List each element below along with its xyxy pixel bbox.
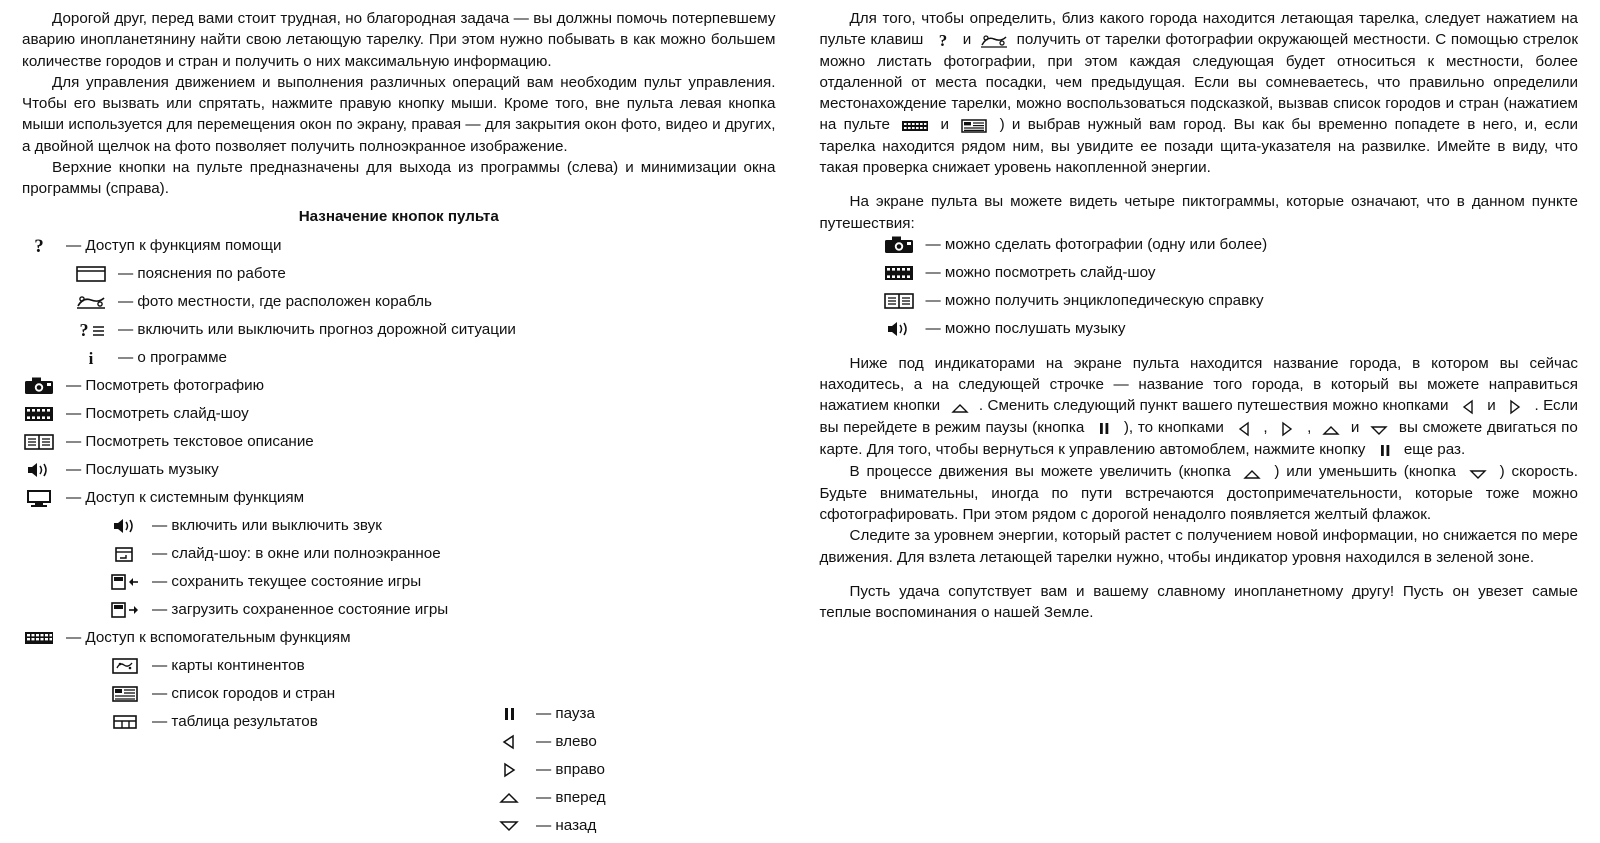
svg-text:i: i — [88, 348, 94, 368]
intro-paragraph-3: Верхние кнопки на пульте предназначены для выхода из программы (слева) и минимизации окна программы (справа). — [22, 158, 776, 198]
list-item — [108, 711, 492, 733]
text-run: ) скорость. Будьте внимательны, иногда по пути встречаются достопримечательности, которые тоже можно сфотографировать. При этом рядом с дорогой ненадолго появляется желтый флажок. — [819, 462, 1578, 523]
filmstrip-icon — [22, 403, 56, 425]
legend-help — [22, 235, 776, 257]
arrow-left-icon — [492, 731, 526, 753]
arrow-left-icon — [1231, 420, 1257, 438]
legend-label: — влево — [536, 732, 597, 750]
window-mode-icon — [108, 543, 142, 565]
legend-label: — Доступ к вспомогательным функциям — [66, 628, 351, 646]
intro-paragraph-2: Для управления движением и выполнения различных операций вам необходим пульт управления. Чтобы его вызвать или спрятать, нажмите правую кнопку мыши. Кроме того, вне пульта левая кнопка мыши используется для перемещения окон по экрану, правая — для закрытия окон фото, видео и других, а двойной щелчок на фото позволяет получить полноэкранное изображение. — [22, 73, 776, 155]
list-item — [22, 375, 776, 397]
legend-label: — сохранить текущее состояние игры — [152, 572, 422, 590]
right-paragraph-6: Пусть удача сопутствует вам и вашему славному инопланетному другу! Пусть он увезет самые теплые воспоминания о нашей Земле. — [819, 582, 1578, 622]
city-list-icon — [958, 117, 990, 135]
list-item — [108, 599, 776, 621]
arrow-left-icon — [1455, 398, 1481, 416]
list-item — [108, 515, 776, 537]
arrow-down-icon — [492, 815, 526, 837]
book-text-icon — [882, 290, 916, 312]
legend-label: — Посмотреть слайд-шоу — [66, 404, 249, 422]
list-item — [22, 459, 776, 481]
legend-label: — назад — [536, 816, 597, 834]
save-state-icon — [108, 571, 142, 593]
arrow-down-icon — [1465, 465, 1491, 483]
pause-icon — [492, 703, 526, 725]
legend-aux-sub — [108, 655, 492, 733]
arrow-right-icon — [1274, 420, 1300, 438]
city-list-icon — [108, 683, 142, 705]
list-item — [74, 319, 776, 341]
legend-label: — Посмотреть фотографию — [66, 376, 264, 394]
legend-aux — [22, 627, 492, 649]
legend-label: — Посмотреть текстовое описание — [66, 432, 314, 450]
speaker-icon — [882, 318, 916, 340]
text-run: ) и выбрав нужный вам город. Вы как бы временно попадете в него, и, если тарелка находится рядом ним, вы увидите ее позади щита-указателя на развилке. Имейте в виду, что такая проверка снижает уровень накопленной энергии. — [819, 116, 1578, 176]
legend-label: — слайд-шоу: в окне или полноэкранное — [152, 544, 441, 562]
filmstrip-icon — [882, 262, 916, 284]
legend-label: — пауза — [536, 704, 595, 722]
keyboard-icon — [22, 627, 56, 649]
arrow-up-icon — [492, 787, 526, 809]
arrow-down-icon — [1366, 421, 1392, 439]
right-paragraph-4 — [820, 461, 1579, 526]
svg-text:?: ? — [938, 31, 948, 50]
info-icon — [74, 347, 108, 369]
text-run: . Сменить следующий пункт вашего путешествия можно кнопками — [978, 397, 1449, 415]
svg-text:?: ? — [34, 235, 44, 256]
text-run: ), то кнопками — [1123, 419, 1224, 437]
text-run: еще раз. — [1403, 441, 1466, 459]
text-run: . Если вы перейдете в режим паузы (кнопка — [819, 397, 1578, 437]
right-column — [820, 8, 1579, 735]
list-item — [882, 262, 1579, 284]
arrow-up-icon — [1318, 421, 1344, 439]
text-run: и — [1350, 419, 1360, 437]
list-item — [108, 683, 492, 705]
legend-label: — можно посмотреть слайд-шоу — [925, 263, 1156, 281]
list-item — [492, 787, 752, 809]
list-item — [882, 234, 1579, 256]
legend-label: — карты континентов — [152, 656, 305, 674]
right-paragraph-2: На экране пульта вы можете видеть четыре пиктограммы, которые означают, что в данном пункте путешествия: — [819, 193, 1578, 232]
speaker-icon — [22, 459, 56, 481]
list-item — [22, 431, 776, 453]
legend-system-sub — [108, 515, 776, 621]
right-paragraph-5: Следите за уровнем энергии, который растет с получением новой информации, но снижается по мере движения. Для взлета летающей тарелки нужно, чтобы индикатор уровня находился в зеленой зоне. — [819, 527, 1578, 566]
map-icon — [108, 655, 142, 677]
text-run: ) или уменьшить (кнопка — [1274, 462, 1456, 480]
load-state-icon — [108, 599, 142, 621]
pause-icon — [1372, 442, 1398, 460]
legend-main — [22, 375, 776, 509]
arrow-right-icon — [1502, 398, 1528, 416]
results-table-icon — [108, 711, 142, 733]
list-item — [108, 571, 776, 593]
list-item — [74, 291, 776, 313]
right-paragraph-3 — [820, 353, 1579, 461]
list-item — [22, 235, 776, 257]
list-item — [492, 731, 752, 753]
legend-controls — [492, 703, 752, 837]
svg-text:?: ? — [79, 319, 89, 340]
camera-icon — [882, 234, 916, 256]
help-question-icon — [22, 235, 56, 257]
text-run: В процессе движения вы можете увеличить (кнопка — [849, 462, 1231, 480]
text-run: и — [1487, 397, 1496, 415]
pause-icon — [1091, 420, 1117, 438]
legend-label: — включить или выключить прогноз дорожной ситуации — [118, 320, 516, 338]
help-question-icon — [930, 31, 956, 49]
list-item — [74, 263, 776, 285]
legend-label: — вправо — [536, 760, 605, 778]
legend-label: — Доступ к системным функциям — [66, 488, 305, 506]
legend-label: — список городов и стран — [152, 684, 336, 702]
list-item — [108, 543, 776, 565]
list-item — [108, 655, 492, 677]
legend-label: — Доступ к функциям помощи — [66, 236, 282, 254]
legend-label: — Послушать музыку — [66, 460, 219, 478]
legend-label: — о программе — [118, 348, 227, 366]
text-run: вы сможете двигаться по карте. Для того, чтобы вернуться к управлению автомоблем, нажмите кнопку — [819, 419, 1578, 459]
text-run: получить от тарелки фотографии окружающей местности. С помощью стрелок можно листать фотографии, при этом каждая следующая будет относиться к местности, более отдаленной от места посадки, чем предыдущая. Если вы сомневаетесь, что правильно определили местонахождение тарелки, можно воспользоваться подсказкой, вызвав список городов и стран (нажатием на пульте — [819, 31, 1578, 134]
left-column — [22, 8, 776, 834]
legend-label: — можно послушать музыку — [925, 319, 1126, 337]
list-item — [882, 290, 1579, 312]
landscape-photo-icon — [74, 291, 108, 313]
list-item — [22, 487, 776, 509]
intro-paragraph-1: Дорогой друг, перед вами стоит трудная, но благородная задача — вы должны помочь потерпевшему аварию инопланетянину найти свою летающую тарелку. При этом нужно побывать в как можно большем количестве городов и стран и получить о них максимальную информацию. — [22, 10, 776, 70]
legend-label: — можно сделать фотографии (одну или более) — [925, 235, 1268, 253]
section-title: Назначение кнопок пульта — [298, 207, 499, 225]
legend-help-sub — [74, 263, 776, 369]
list-item — [22, 627, 492, 649]
text-run: , — [1263, 419, 1268, 437]
legend-label: — вперед — [536, 788, 606, 806]
text-run: Ниже под индикаторами на экране пульта находится название города, в котором вы сейчас находитесь, а на следующей строчке — название того города, в который вы можете направиться нажатием кнопки — [819, 354, 1578, 415]
arrow-right-icon — [492, 759, 526, 781]
list-item — [882, 318, 1579, 340]
monitor-icon — [22, 487, 56, 509]
camera-icon — [22, 375, 56, 397]
right-paragraph-1 — [820, 8, 1579, 178]
legend-label: — пояснения по работе — [118, 264, 286, 282]
list-item — [492, 703, 752, 725]
list-item — [492, 759, 752, 781]
legend-label: — можно получить энциклопедическую справку — [925, 291, 1264, 309]
legend-label: — включить или выключить звук — [152, 516, 382, 534]
book-text-icon — [22, 431, 56, 453]
text-run: Для того, чтобы определить, близ какого города находится летающая тарелка, следует нажатием на пульте клавиш — [819, 10, 1578, 49]
legend-label: — загрузить сохраненное состояние игры — [152, 600, 449, 618]
arrow-up-icon — [947, 399, 973, 417]
text-run: , — [1307, 419, 1312, 437]
list-item — [22, 403, 776, 425]
legend-label: — фото местности, где расположен корабль — [118, 292, 432, 310]
speaker-icon — [108, 515, 142, 537]
text-run: и — [962, 31, 972, 49]
text-run: и — [940, 116, 949, 134]
arrow-up-icon — [1239, 465, 1265, 483]
keyboard-icon — [899, 117, 931, 135]
list-item — [492, 815, 752, 837]
window-icon — [74, 263, 108, 285]
landscape-photo-icon — [978, 32, 1010, 50]
legend-label: — таблица результатов — [152, 712, 318, 730]
question-list-icon — [74, 319, 108, 341]
list-item — [74, 347, 776, 369]
legend-screen-icons — [882, 234, 1579, 340]
